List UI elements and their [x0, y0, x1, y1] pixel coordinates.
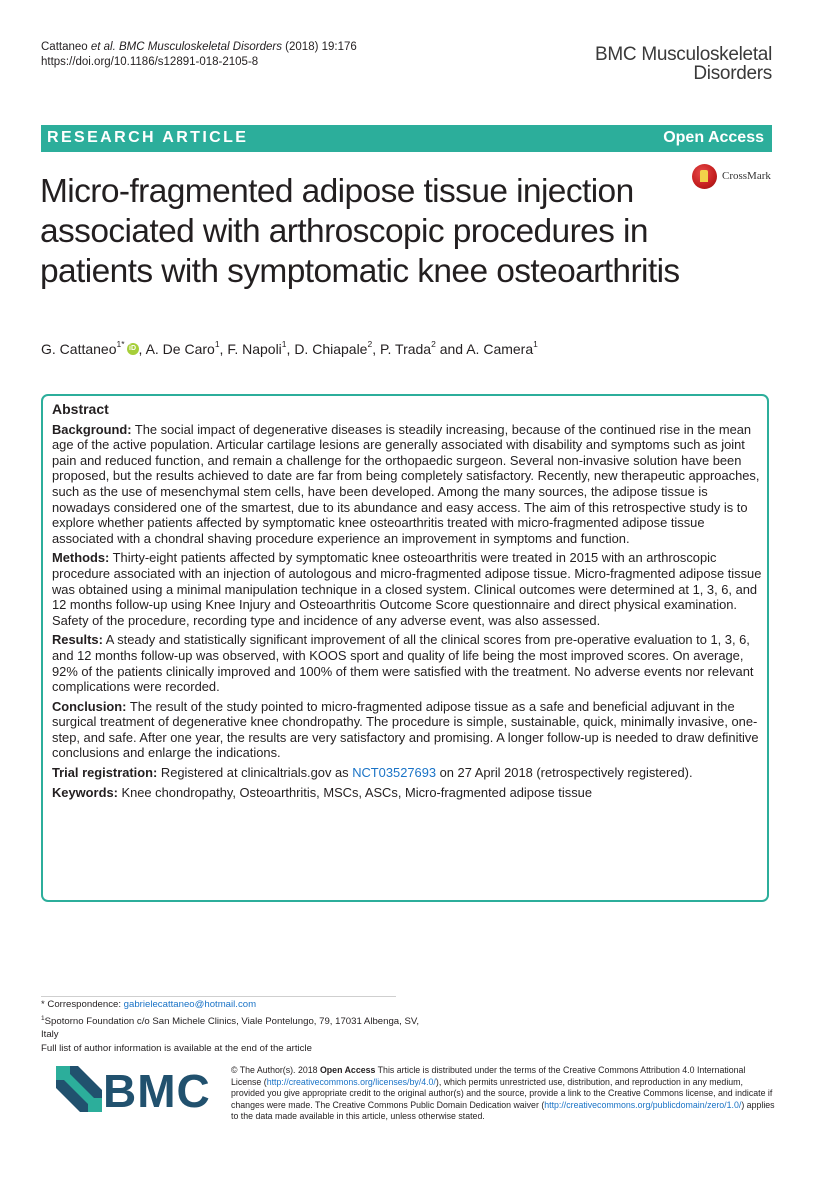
orcid-icon[interactable]: iD: [127, 343, 139, 355]
abstract-background: Background: The social impact of degenerative diseases is steadily increasing, because of the continued rise in the mean age of the active population. Articular cartilage lesions are generally associated with disability and symptoms such as joint pain and reduced function, and remain a challenge for the orthopaedic surgeon. Several non-invasive solution have been proposed, but the results achieved to date are far from being completely satisfactory. Recently, new therapeutic approaches, such as the use of mesenchymal stem cells, have been developed. Among the many sources, the adipose tissue is nowadays considered one of the smartest, due to its abundance and easy access. The aim of this retrospective study is to explore whether patients affected by symptomatic knee osteoarthritis treated with micro-fragmented adipose tissue associated with a chondral shaving procedure experience an improvement in symptoms and function.: [52, 421, 760, 546]
author-name[interactable]: F. Napoli: [227, 341, 282, 357]
bmc-logo: [56, 1065, 211, 1117]
trial-registration-link[interactable]: NCT03527693: [352, 765, 437, 781]
footnote-divider: [41, 996, 396, 997]
article-type-banner: [41, 125, 772, 152]
journal-name: BMC Musculoskeletal Disorders: [595, 44, 772, 84]
author-name[interactable]: G. Cattaneo: [41, 341, 117, 357]
abstract-methods: Methods: Thirty-eight patients affected by symptomatic knee osteoarthritis were treated in 2015 with an arthroscopic procedure associated with an injection of autologous and micro-fragmented adipose tissue. Micro-fragmented adipose tissue was obtained using a minimal manipulation technique in a closed system. Clinical outcomes were determined at 1, 3, 6, and 12 months follow-up using Knee Injury and Osteoarthritis Outcome Score questionnaire and direct physical examination. Safety of the procedure, recording type and incidence of any adverse event, was also assessed.: [52, 550, 762, 628]
crossmark-label: CrossMark: [722, 170, 771, 182]
author-info-note: Full list of author information is available at the end of the article: [41, 1042, 312, 1054]
crossmark-icon: [692, 164, 717, 189]
author-affiliation-sup: 1: [533, 339, 538, 349]
author-list: G. Cattaneo$^{1*}$ iD , A. De Caro$^1$, F. Napoli$^1$, D. Chiapale$^2$, P. Trada$^2$ and A. Camera$^1$: [41, 339, 538, 357]
abstract-keywords: Keywords: Knee chondropathy, Osteoarthritis, MSCs, ASCs, Micro-fragmented adipose tissue: [52, 784, 592, 800]
author-affiliation-sup: 2: [367, 339, 373, 349]
footnotes: [41, 998, 421, 1055]
author-name[interactable]: A. Camera: [466, 341, 534, 357]
abstract-heading: Abstract: [52, 401, 109, 417]
running-header: [41, 40, 357, 70]
citation-line: Cattaneo et al. BMC Musculoskeletal Disorders (2018) 19:176: [41, 41, 357, 53]
author-name[interactable]: A. De Caro: [145, 341, 215, 357]
crossmark-button[interactable]: [692, 164, 822, 192]
author-name[interactable]: D. Chiapale: [294, 341, 368, 357]
public-domain-link[interactable]: http://creativecommons.org/publicdomain/zero/1.0/: [544, 1099, 742, 1110]
abstract-results: Results: A steady and statistically significant improvement of all the clinical scores from pre-operative evaluation to 1, 3, 6, and 12 months follow-up was observed, with KOOS sport and quality of life being the most improved scores. On average, 92% of the patients clinically improved and 100% of them were satisfied with the treatment. No adverse events nor relevant complications were recorded.: [52, 632, 754, 695]
author-affiliation-sup: 1*: [116, 339, 125, 349]
abstract-trial-registration: Trial registration: Registered at clinicaltrials.gov as NCT03527693 on 27 April 2018 (retrospectively registered).: [52, 765, 693, 781]
doi-link[interactable]: https://doi.org/10.1186/s12891-018-2105-8: [41, 56, 259, 68]
open-access-label: Open Access: [663, 129, 764, 146]
abstract-box: [41, 394, 769, 902]
article-title: Micro-fragmented adipose tissue injection associated with arthroscopic procedures in patients with symptomatic knee osteoarthritis: [40, 173, 680, 290]
affiliation: $^1$Spotorno Foundation c/o San Michele Clinics, Viale Pontelungo, 79, 17031 Albenga, SV, Italy: [41, 1014, 420, 1041]
license-statement: © The Author(s). 2018 Open Access This article is distributed under the terms of the Creative Commons Attribution 4.0 International License (http://creativecommons.org/licenses/by/4.0/), which permits unrestricted use, distribution, and reproduction in any medium, provided you give appropriate credit to the original author(s) and the source, provide a link to the Creative Commons license, and indicate if changes were made. The Creative Commons Public Domain Dedication waiver (http://creativecommons.org/publicdomain/zero/1.0/) applies to the data made available in this article, unless otherwise stated.: [231, 1065, 775, 1121]
author-affiliation-sup: 2: [431, 339, 436, 349]
license-link[interactable]: http://creativecommons.org/licenses/by/4.0/: [266, 1076, 436, 1087]
abstract-conclusion: Conclusion: The result of the study pointed to micro-fragmented adipose tissue as a safe and beneficial adjuvant in the surgical treatment of degenerative knee chondropathy. The procedure is simple, sustainable, quick, minimally invasive, one-step, and safe. After one year, the results are very satisfactory and promising. A longer follow-up is needed to draw definitive conclusions and enlarge the indications.: [52, 698, 759, 761]
article-type-label: RESEARCH ARTICLE: [47, 129, 249, 146]
bmc-wordmark: BMC: [103, 1065, 211, 1117]
author-affiliation-sup: 1: [214, 339, 220, 349]
author-affiliation-sup: 1: [281, 339, 287, 349]
correspondence-email-link[interactable]: gabrielecattaneo@hotmail.com: [123, 999, 257, 1010]
bmc-logo-mark-icon: [56, 1066, 102, 1112]
author-name[interactable]: P. Trada: [379, 341, 432, 357]
correspondence: * Correspondence: gabrielecattaneo@hotmail.com: [41, 999, 257, 1010]
